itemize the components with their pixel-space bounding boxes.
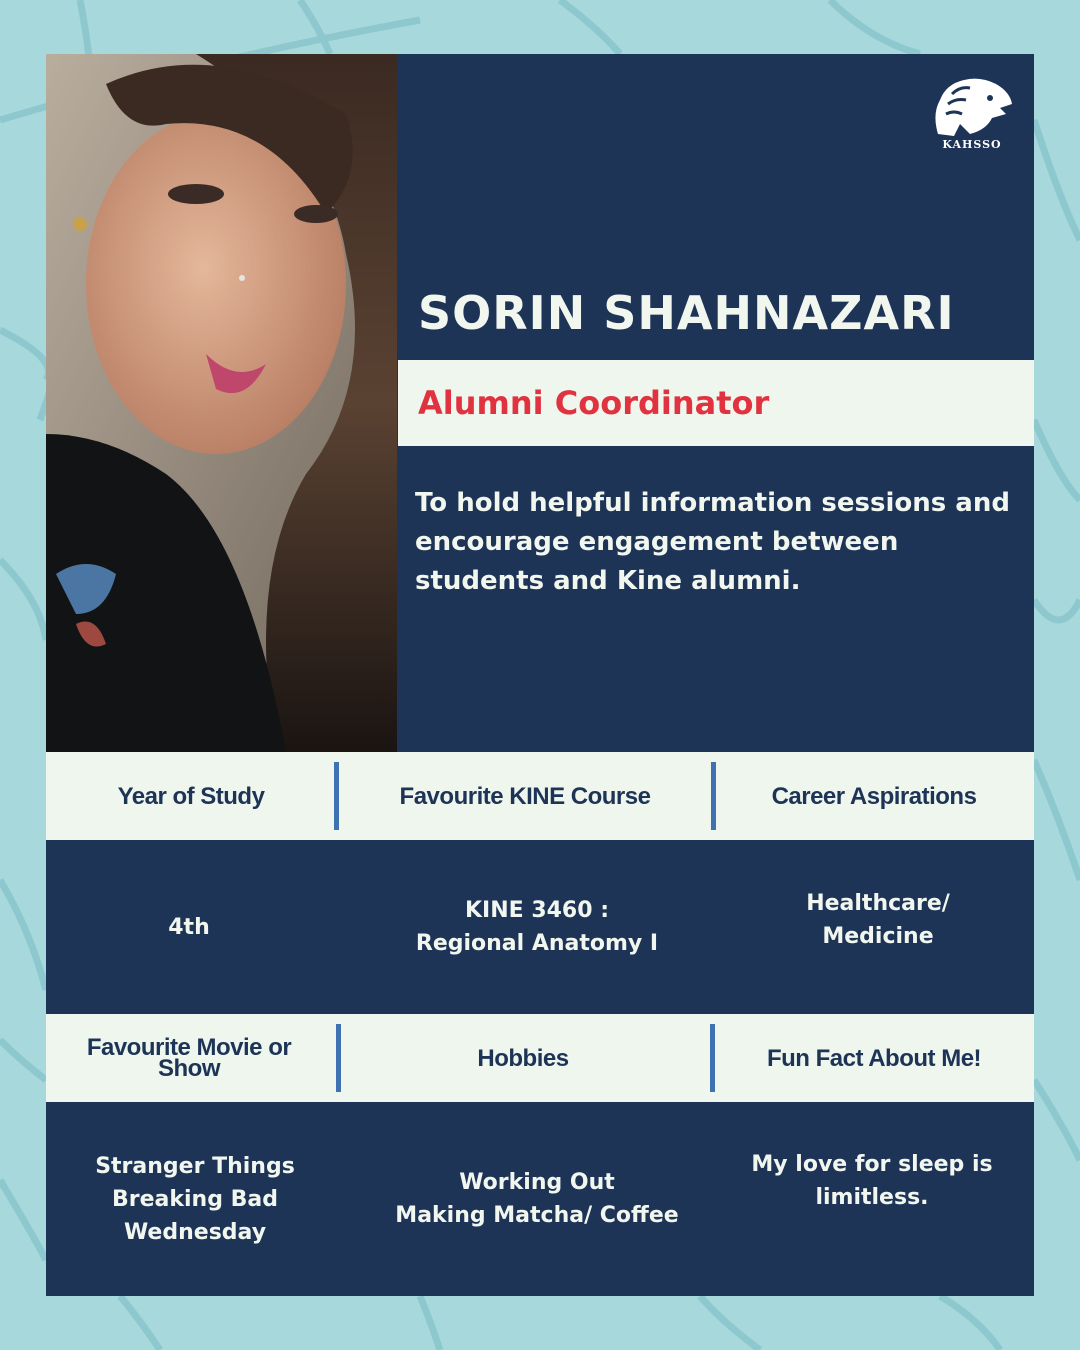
profile-photo (46, 54, 397, 752)
header-year-of-study: Year of Study (117, 782, 265, 810)
logo-text: KAHSSO (942, 138, 1002, 151)
profile-card (46, 54, 1034, 1296)
value-favourite-course: KINE 3460 : Regional Anatomy I (415, 898, 659, 956)
header-favourite-course: Favourite KINE Course (399, 782, 651, 810)
table-header-row-2 (46, 1014, 1034, 1102)
table-header-row-1 (46, 752, 1034, 840)
value-fun-fact: My love for sleep is limitless. (751, 1152, 993, 1210)
value-career-aspirations: Healthcare/ Medicine (806, 891, 950, 949)
table-value-row-2 (46, 1102, 1034, 1296)
member-role: Alumni Coordinator (418, 384, 770, 422)
value-hobbies: Working Out Making Matcha/ Coffee (395, 1170, 679, 1228)
header-fun-fact: Fun Fact About Me! (766, 1044, 982, 1072)
table-value-row-1 (46, 840, 1034, 1014)
header-hobbies: Hobbies (477, 1044, 569, 1072)
lion-logo-icon (930, 74, 1014, 140)
member-name: SORIN SHAHNAZARI (418, 286, 955, 340)
kahsso-logo (930, 74, 1014, 154)
value-favourite-movie: Stranger Things Breaking Bad Wednesday (95, 1153, 295, 1245)
header-career-aspirations: Career Aspirations (771, 782, 977, 810)
role-description: To hold helpful information sessions and encourage engagement between students and Kine alumni. (415, 488, 1010, 596)
role-band (398, 360, 1034, 446)
header-favourite-movie: Favourite Movie or Show (86, 1034, 292, 1082)
value-year-of-study: 4th (168, 914, 210, 940)
